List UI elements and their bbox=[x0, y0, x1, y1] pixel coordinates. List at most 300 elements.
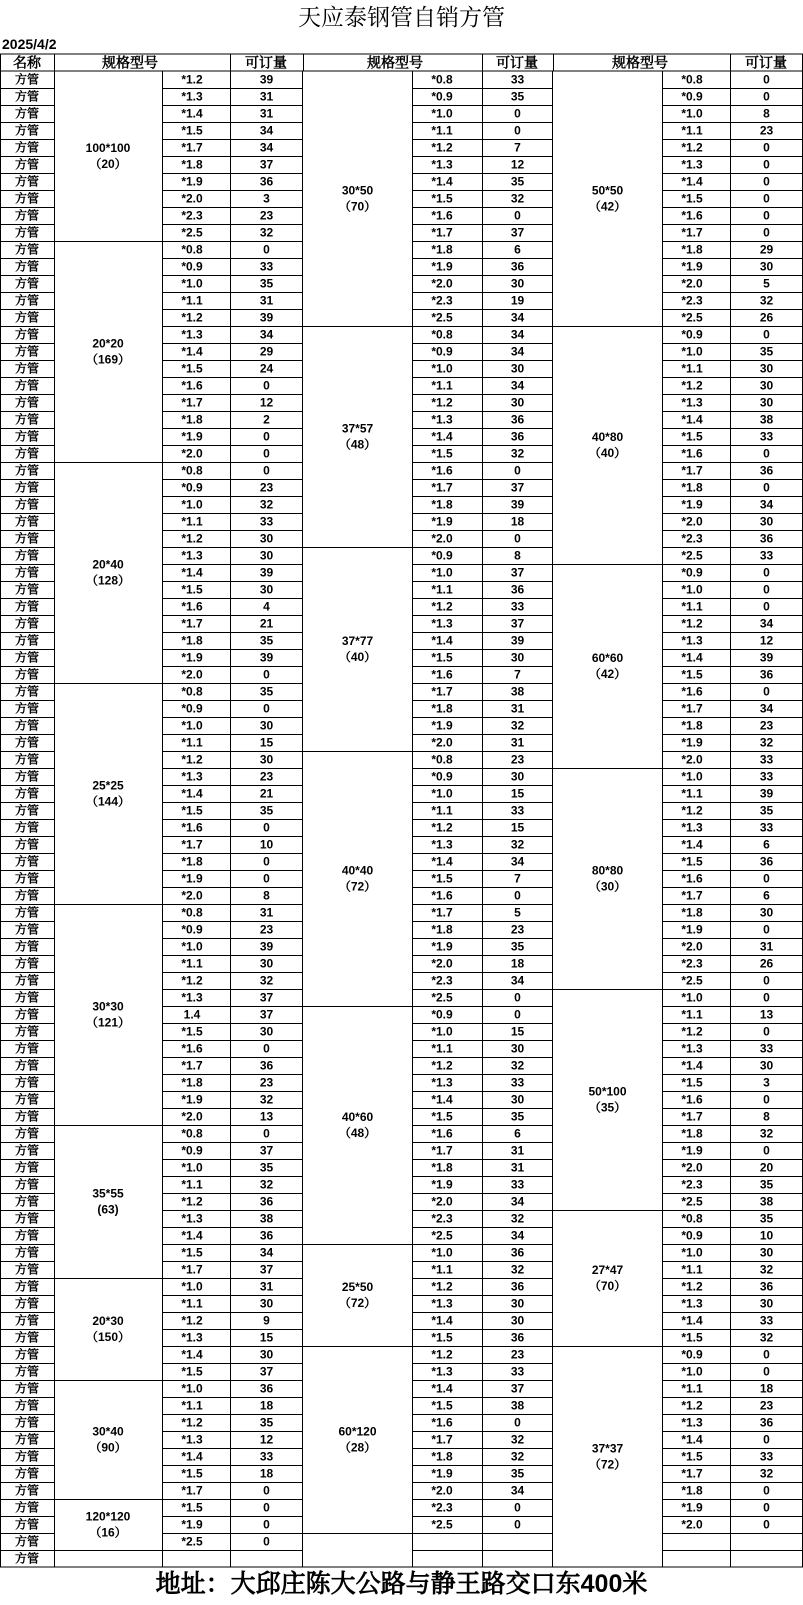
qty-cell: 0 bbox=[763, 1092, 770, 1107]
thickness-cell: *0.9 bbox=[181, 1143, 203, 1158]
qty-cell: 0 bbox=[763, 922, 770, 937]
qty-cell: 30 bbox=[259, 956, 274, 971]
thickness-cell: *1.8 bbox=[681, 1483, 703, 1498]
qty-cell: 37 bbox=[510, 616, 525, 631]
thickness-cell: *1.4 bbox=[431, 1313, 453, 1328]
thickness-cell: *1.3 bbox=[181, 1211, 203, 1226]
thickness-cell: *1.0 bbox=[181, 718, 203, 733]
thickness-cell: *1.2 bbox=[681, 140, 703, 155]
qty-cell: 6 bbox=[514, 242, 521, 257]
thickness-cell: *0.9 bbox=[431, 548, 453, 563]
qty-cell: 36 bbox=[510, 1245, 525, 1260]
qty-cell: 0 bbox=[263, 463, 270, 478]
thickness-cell: *1.1 bbox=[181, 514, 203, 529]
qty-cell: 23 bbox=[510, 752, 525, 767]
thickness-cell: *1.9 bbox=[681, 922, 703, 937]
thickness-cell: *1.4 bbox=[431, 174, 453, 189]
thickness-cell: *1.4 bbox=[181, 786, 203, 801]
qty-cell: 35 bbox=[759, 344, 774, 359]
qty-cell: 30 bbox=[510, 1313, 525, 1328]
thickness-cell: *1.2 bbox=[181, 752, 203, 767]
qty-cell: 0 bbox=[763, 1500, 770, 1515]
qty-cell: 0 bbox=[763, 480, 770, 495]
thickness-cell: *1.1 bbox=[431, 803, 453, 818]
thickness-cell: *1.9 bbox=[431, 1466, 453, 1481]
row-label: 方管 bbox=[14, 633, 40, 648]
qty-cell: 0 bbox=[763, 1517, 770, 1532]
row-label: 方管 bbox=[14, 548, 40, 563]
thickness-cell: *1.4 bbox=[431, 1092, 453, 1107]
row-label: 方管 bbox=[14, 225, 40, 240]
thickness-cell: *2.0 bbox=[181, 446, 203, 461]
thickness-cell: *1.0 bbox=[681, 582, 703, 597]
qty-cell: 6 bbox=[763, 837, 770, 852]
qty-cell: 33 bbox=[759, 820, 774, 835]
thickness-cell: *1.2 bbox=[181, 310, 203, 325]
qty-cell: 7 bbox=[514, 871, 521, 886]
qty-cell: 34 bbox=[259, 1245, 274, 1260]
thickness-cell: *1.5 bbox=[431, 191, 453, 206]
thickness-cell: *1.8 bbox=[431, 497, 453, 512]
qty-cell: 7 bbox=[514, 140, 521, 155]
row-label: 方管 bbox=[14, 1466, 40, 1481]
qty-cell: 37 bbox=[510, 225, 525, 240]
thickness-cell: *1.5 bbox=[181, 123, 203, 138]
row-label: 方管 bbox=[14, 803, 40, 818]
qty-cell: 0 bbox=[763, 684, 770, 699]
row-label: 方管 bbox=[14, 1381, 40, 1396]
qty-cell: 31 bbox=[510, 735, 525, 750]
qty-cell: 23 bbox=[259, 769, 274, 784]
thickness-cell: *2.0 bbox=[681, 752, 703, 767]
qty-cell: 32 bbox=[510, 837, 525, 852]
group-size: 37*77 bbox=[341, 634, 374, 648]
qty-cell: 30 bbox=[510, 395, 525, 410]
qty-cell: 0 bbox=[263, 446, 270, 461]
row-label: 方管 bbox=[14, 990, 40, 1005]
thickness-cell: *1.3 bbox=[431, 157, 453, 172]
row-label: 方管 bbox=[14, 429, 40, 444]
qty-cell: 36 bbox=[510, 1279, 525, 1294]
thickness-cell: *1.2 bbox=[681, 378, 703, 393]
qty-cell: 0 bbox=[263, 1517, 270, 1532]
thickness-cell: *1.3 bbox=[431, 1075, 453, 1090]
row-label: 方管 bbox=[14, 1347, 40, 1362]
thickness-cell: *1.6 bbox=[431, 667, 453, 682]
qty-cell: 38 bbox=[259, 1211, 274, 1226]
qty-cell: 0 bbox=[514, 531, 521, 546]
qty-cell: 32 bbox=[759, 1466, 774, 1481]
row-label: 方管 bbox=[14, 1517, 40, 1532]
qty-cell: 30 bbox=[759, 1245, 774, 1260]
thickness-cell: *1.1 bbox=[181, 1296, 203, 1311]
thickness-cell: *1.4 bbox=[181, 1228, 203, 1243]
qty-cell: 30 bbox=[510, 1296, 525, 1311]
thickness-cell: *2.3 bbox=[431, 1211, 453, 1226]
qty-cell: 7 bbox=[514, 667, 521, 682]
row-label: 方管 bbox=[14, 565, 40, 580]
thickness-cell: *1.2 bbox=[681, 1024, 703, 1039]
qty-cell: 35 bbox=[259, 633, 274, 648]
row-label: 方管 bbox=[14, 1041, 40, 1056]
qty-cell: 23 bbox=[759, 123, 774, 138]
thickness-cell: *1.1 bbox=[681, 1007, 703, 1022]
qty-cell: 39 bbox=[510, 633, 525, 648]
qty-cell: 0 bbox=[263, 1534, 270, 1549]
group-size: 40*40 bbox=[341, 863, 374, 878]
qty-cell: 33 bbox=[759, 1041, 774, 1056]
qty-cell: 32 bbox=[759, 735, 774, 750]
qty-cell: 32 bbox=[510, 446, 525, 461]
qty-cell: 37 bbox=[510, 565, 525, 580]
qty-cell: 32 bbox=[259, 1177, 274, 1192]
row-label: 方管 bbox=[14, 1483, 40, 1498]
qty-cell: 35 bbox=[259, 1160, 274, 1175]
qty-cell: 0 bbox=[514, 123, 521, 138]
row-label: 方管 bbox=[14, 905, 40, 920]
thickness-cell: *1.3 bbox=[681, 820, 703, 835]
thickness-cell: *1.6 bbox=[431, 1415, 453, 1430]
thickness-cell: *1.8 bbox=[181, 633, 203, 648]
thickness-cell: *1.3 bbox=[681, 395, 703, 410]
thickness-cell: *1.0 bbox=[431, 565, 453, 580]
group-size: 120*120 bbox=[85, 1509, 131, 1524]
qty-cell: 0 bbox=[763, 89, 770, 104]
thickness-cell: *1.6 bbox=[681, 1092, 703, 1107]
thickness-cell: *1.3 bbox=[681, 1041, 703, 1056]
thickness-cell: *1.2 bbox=[681, 803, 703, 818]
group-size: 50*100 bbox=[588, 1084, 627, 1099]
qty-cell: 39 bbox=[759, 786, 774, 801]
thickness-cell: *2.0 bbox=[681, 1160, 703, 1175]
qty-cell: 9 bbox=[263, 1313, 270, 1328]
row-label: 方管 bbox=[14, 684, 40, 699]
thickness-cell: *1.8 bbox=[181, 1075, 203, 1090]
qty-cell: 36 bbox=[259, 1058, 274, 1073]
thickness-cell: *1.8 bbox=[181, 412, 203, 427]
qty-cell: 30 bbox=[259, 582, 274, 597]
thickness-cell: *1.7 bbox=[681, 701, 703, 716]
thickness-cell: *1.5 bbox=[181, 361, 203, 376]
thickness-cell: *1.8 bbox=[431, 1449, 453, 1464]
qty-cell: 38 bbox=[759, 1194, 774, 1209]
qty-cell: 15 bbox=[259, 735, 274, 750]
qty-cell: 35 bbox=[259, 1415, 274, 1430]
thickness-cell: *0.9 bbox=[681, 327, 703, 342]
thickness-cell: *1.3 bbox=[431, 1364, 453, 1379]
qty-cell: 0 bbox=[763, 72, 770, 87]
thickness-cell: *1.4 bbox=[181, 1347, 203, 1362]
group-count: （128） bbox=[85, 573, 131, 588]
thickness-cell: *1.5 bbox=[681, 191, 703, 206]
group-size: 20*20 bbox=[92, 336, 124, 351]
qty-cell: 32 bbox=[510, 1432, 525, 1447]
thickness-cell: *1.9 bbox=[431, 514, 453, 529]
qty-cell: 31 bbox=[259, 293, 274, 308]
thickness-cell: *1.9 bbox=[431, 939, 453, 954]
qty-cell: 30 bbox=[259, 548, 274, 563]
qty-cell: 37 bbox=[259, 1007, 274, 1022]
thickness-cell: *1.8 bbox=[681, 718, 703, 733]
qty-cell: 32 bbox=[759, 1126, 774, 1141]
thickness-cell: *1.7 bbox=[181, 140, 203, 155]
qty-cell: 34 bbox=[259, 123, 274, 138]
qty-cell: 0 bbox=[763, 191, 770, 206]
qty-cell: 8 bbox=[763, 1109, 770, 1124]
row-label: 方管 bbox=[14, 276, 40, 291]
qty-cell: 35 bbox=[510, 1109, 525, 1124]
thickness-cell: *1.3 bbox=[431, 837, 453, 852]
thickness-cell: *1.5 bbox=[681, 667, 703, 682]
qty-cell: 39 bbox=[259, 565, 274, 580]
qty-cell: 34 bbox=[510, 1228, 525, 1243]
qty-cell: 30 bbox=[759, 361, 774, 376]
thickness-cell: *1.1 bbox=[681, 361, 703, 376]
thickness-cell: *1.5 bbox=[431, 446, 453, 461]
qty-cell: 0 bbox=[763, 446, 770, 461]
thickness-cell: *1.4 bbox=[681, 412, 703, 427]
qty-cell: 8 bbox=[514, 548, 521, 563]
thickness-cell: *1.8 bbox=[181, 854, 203, 869]
qty-cell: 0 bbox=[763, 1024, 770, 1039]
thickness-cell: *1.9 bbox=[181, 1517, 203, 1532]
group-count: （48） bbox=[338, 1126, 377, 1140]
group-count: （169） bbox=[85, 352, 131, 367]
row-label: 方管 bbox=[14, 667, 40, 682]
group-count: （90） bbox=[89, 1440, 127, 1455]
group-count: （42） bbox=[588, 667, 627, 681]
row-label: 方管 bbox=[14, 1279, 40, 1294]
qty-cell: 33 bbox=[510, 72, 525, 87]
thickness-cell: *1.2 bbox=[681, 616, 703, 631]
thickness-cell: *1.5 bbox=[431, 871, 453, 886]
thickness-cell: *2.5 bbox=[431, 1517, 453, 1532]
group-size: 60*120 bbox=[338, 1424, 377, 1439]
qty-cell: 30 bbox=[259, 531, 274, 546]
thickness-cell: *2.0 bbox=[681, 514, 703, 529]
thickness-cell: *1.7 bbox=[181, 1262, 203, 1277]
group-count: （28） bbox=[338, 1440, 377, 1455]
qty-cell: 36 bbox=[510, 259, 525, 274]
thickness-cell: *1.0 bbox=[181, 497, 203, 512]
thickness-cell: *1.7 bbox=[181, 1058, 203, 1073]
qty-cell: 33 bbox=[259, 514, 274, 529]
thickness-cell: *1.3 bbox=[431, 616, 453, 631]
qty-cell: 0 bbox=[514, 888, 521, 903]
thickness-cell: *1.6 bbox=[181, 820, 203, 835]
qty-cell: 0 bbox=[263, 242, 270, 257]
row-label: 方管 bbox=[14, 786, 40, 801]
qty-cell: 0 bbox=[263, 854, 270, 869]
qty-cell: 0 bbox=[763, 225, 770, 240]
qty-cell: 33 bbox=[510, 599, 525, 614]
row-label: 方管 bbox=[14, 259, 40, 274]
thickness-cell: *2.0 bbox=[431, 531, 453, 546]
thickness-cell: *1.5 bbox=[431, 1398, 453, 1413]
thickness-cell: *1.0 bbox=[431, 1024, 453, 1039]
row-label: 方管 bbox=[14, 650, 40, 665]
qty-cell: 30 bbox=[759, 259, 774, 274]
thickness-cell: *1.8 bbox=[681, 1126, 703, 1141]
thickness-cell: *2.0 bbox=[181, 888, 203, 903]
thickness-cell: *1.1 bbox=[681, 599, 703, 614]
thickness-cell: *1.9 bbox=[181, 871, 203, 886]
group-count: （30） bbox=[588, 879, 627, 894]
qty-cell: 36 bbox=[259, 1194, 274, 1209]
qty-cell: 10 bbox=[759, 1228, 774, 1243]
qty-cell: 19 bbox=[510, 293, 525, 308]
row-label: 方管 bbox=[14, 1313, 40, 1328]
thickness-cell: *0.8 bbox=[181, 242, 203, 257]
qty-cell: 12 bbox=[259, 395, 274, 410]
thickness-cell: *1.7 bbox=[181, 837, 203, 852]
group-count: （42） bbox=[588, 199, 627, 214]
row-label: 方管 bbox=[14, 208, 40, 223]
qty-cell: 23 bbox=[259, 922, 274, 937]
qty-cell: 32 bbox=[510, 1449, 525, 1464]
thickness-cell: *1.1 bbox=[681, 1262, 703, 1277]
thickness-cell: *1.2 bbox=[181, 1313, 203, 1328]
row-label: 方管 bbox=[14, 718, 40, 733]
thickness-cell: *1.0 bbox=[681, 769, 703, 784]
thickness-cell: *1.1 bbox=[431, 378, 453, 393]
thickness-cell: *1.7 bbox=[181, 616, 203, 631]
row-label: 方管 bbox=[14, 1058, 40, 1073]
qty-cell: 36 bbox=[510, 412, 525, 427]
qty-cell: 10 bbox=[259, 837, 274, 852]
thickness-cell: *1.0 bbox=[681, 344, 703, 359]
qty-cell: 35 bbox=[510, 939, 525, 954]
qty-cell: 18 bbox=[510, 514, 525, 529]
row-label: 方管 bbox=[14, 361, 40, 376]
thickness-cell: *1.3 bbox=[181, 769, 203, 784]
header-spec: 规格型号 bbox=[367, 54, 423, 71]
thickness-cell: *1.7 bbox=[681, 1466, 703, 1481]
thickness-cell: *1.4 bbox=[681, 837, 703, 852]
thickness-cell: *1.4 bbox=[681, 1313, 703, 1328]
qty-cell: 13 bbox=[259, 1109, 274, 1124]
group-size: 37*57 bbox=[341, 421, 374, 436]
row-label: 方管 bbox=[14, 174, 40, 189]
thickness-cell: *1.7 bbox=[681, 1109, 703, 1124]
thickness-cell: *1.4 bbox=[181, 344, 203, 359]
qty-cell: 0 bbox=[763, 990, 770, 1005]
thickness-cell: *1.7 bbox=[431, 225, 453, 240]
qty-cell: 23 bbox=[510, 1347, 525, 1362]
thickness-cell: *1.2 bbox=[181, 1415, 203, 1430]
thickness-cell: *0.8 bbox=[181, 1126, 203, 1141]
row-label: 方管 bbox=[14, 378, 40, 393]
qty-cell: 30 bbox=[510, 769, 525, 784]
thickness-cell: *1.3 bbox=[431, 1296, 453, 1311]
header-qty: 可订量 bbox=[496, 54, 538, 71]
group-count: （35） bbox=[588, 1100, 627, 1115]
group-count: （72） bbox=[588, 1457, 627, 1472]
thickness-cell: *1.3 bbox=[681, 1415, 703, 1430]
thickness-cell: *1.4 bbox=[681, 174, 703, 189]
qty-cell: 36 bbox=[259, 1381, 274, 1396]
thickness-cell: *1.0 bbox=[181, 939, 203, 954]
row-label: 方管 bbox=[14, 1262, 40, 1277]
thickness-cell: *1.8 bbox=[431, 242, 453, 257]
thickness-cell: *1.4 bbox=[181, 565, 203, 580]
thickness-cell: *1.7 bbox=[681, 888, 703, 903]
qty-cell: 32 bbox=[510, 1058, 525, 1073]
row-label: 方管 bbox=[14, 72, 40, 87]
group-count: （40） bbox=[588, 446, 627, 460]
thickness-cell: *2.5 bbox=[431, 310, 453, 325]
qty-cell: 31 bbox=[259, 89, 274, 104]
row-label: 方管 bbox=[14, 1109, 40, 1124]
qty-cell: 37 bbox=[510, 1381, 525, 1396]
thickness-cell: *1.9 bbox=[431, 718, 453, 733]
thickness-cell: *1.0 bbox=[181, 1279, 203, 1294]
row-label: 方管 bbox=[14, 157, 40, 172]
qty-cell: 30 bbox=[259, 1347, 274, 1362]
qty-cell: 23 bbox=[510, 922, 525, 937]
group-size: 100*100 bbox=[85, 141, 131, 155]
qty-cell: 37 bbox=[259, 1262, 274, 1277]
qty-cell: 32 bbox=[259, 497, 274, 512]
qty-cell: 0 bbox=[763, 174, 770, 189]
header-spec: 规格型号 bbox=[102, 54, 158, 71]
thickness-cell: *2.3 bbox=[431, 293, 453, 308]
group-size: 80*80 bbox=[591, 863, 624, 878]
row-label: 方管 bbox=[14, 446, 40, 461]
qty-cell: 34 bbox=[759, 616, 774, 631]
qty-cell: 37 bbox=[259, 1364, 274, 1379]
qty-cell: 0 bbox=[263, 1483, 270, 1498]
qty-cell: 33 bbox=[510, 1075, 525, 1090]
qty-cell: 13 bbox=[759, 1007, 774, 1022]
row-label: 方管 bbox=[14, 1211, 40, 1226]
thickness-cell: *1.0 bbox=[181, 276, 203, 291]
qty-cell: 35 bbox=[259, 276, 274, 291]
qty-cell: 15 bbox=[510, 786, 525, 801]
qty-cell: 15 bbox=[510, 1024, 525, 1039]
thickness-cell: *1.4 bbox=[431, 429, 453, 444]
qty-cell: 0 bbox=[763, 157, 770, 172]
qty-cell: 15 bbox=[259, 1330, 274, 1345]
row-label: 方管 bbox=[14, 1143, 40, 1158]
qty-cell: 36 bbox=[510, 429, 525, 444]
qty-cell: 30 bbox=[759, 395, 774, 410]
group-count: （72） bbox=[338, 1296, 377, 1310]
qty-cell: 18 bbox=[510, 956, 525, 971]
thickness-cell: *2.0 bbox=[431, 956, 453, 971]
thickness-cell: *1.7 bbox=[181, 1483, 203, 1498]
qty-cell: 21 bbox=[259, 616, 274, 631]
qty-cell: 0 bbox=[763, 1143, 770, 1158]
thickness-cell: *1.3 bbox=[431, 412, 453, 427]
thickness-cell: *1.6 bbox=[181, 599, 203, 614]
thickness-cell: *1.7 bbox=[431, 1432, 453, 1447]
thickness-cell: *0.9 bbox=[681, 1347, 703, 1362]
thickness-cell: *2.3 bbox=[431, 1500, 453, 1515]
thickness-cell: *1.4 bbox=[431, 633, 453, 648]
qty-cell: 30 bbox=[759, 378, 774, 393]
qty-cell: 0 bbox=[263, 820, 270, 835]
qty-cell: 35 bbox=[759, 803, 774, 818]
row-label: 方管 bbox=[14, 327, 40, 342]
thickness-cell: *1.6 bbox=[681, 871, 703, 886]
thickness-cell: *1.5 bbox=[181, 1466, 203, 1481]
row-label: 方管 bbox=[14, 854, 40, 869]
qty-cell: 31 bbox=[510, 1143, 525, 1158]
thickness-cell: *1.2 bbox=[681, 1279, 703, 1294]
qty-cell: 32 bbox=[759, 1330, 774, 1345]
thickness-cell: *1.6 bbox=[681, 208, 703, 223]
